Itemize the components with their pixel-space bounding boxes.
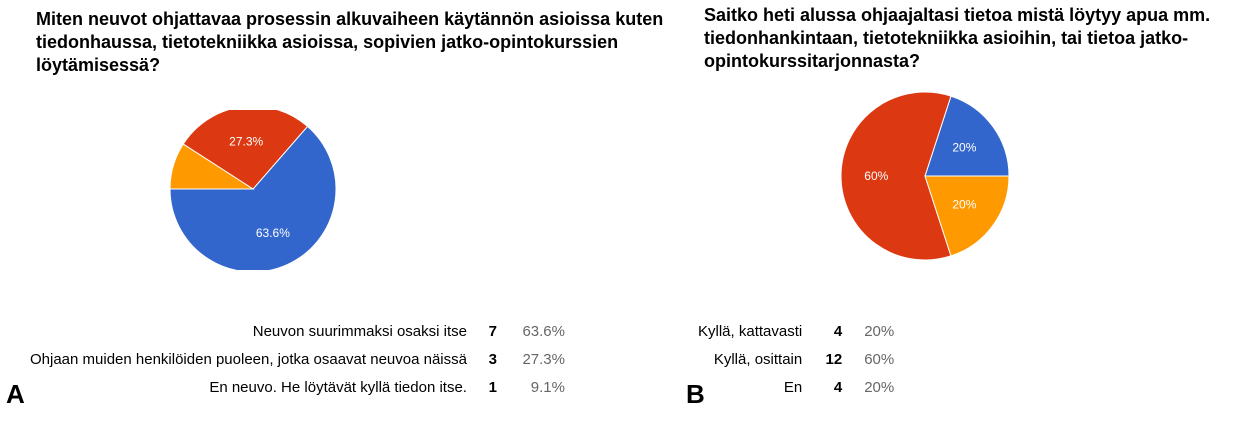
answer-count: 4 (833, 378, 843, 396)
answer-percent: 60% (864, 350, 895, 368)
answer-percent: 63.6% (522, 322, 565, 340)
slice-percent-label: 60% (864, 169, 889, 183)
slice-percent-label: 27.3% (229, 134, 264, 149)
answer-count: 1 (488, 378, 497, 396)
answer-label: Kyllä, kattavasti (698, 322, 803, 340)
answer-percent: 27.3% (522, 350, 565, 368)
answer-label: En neuvo. He löytävät kyllä tiedon itse. (209, 378, 467, 396)
answer-count: 7 (488, 322, 497, 340)
answer-label: Kyllä, osittain (713, 350, 803, 368)
slice-percent-label: 20% (952, 197, 977, 212)
chart-title: Saitko heti alussa ohjaajaltasi tietoa mistä löytyy apua mm. tiedonhankintaan, tietotekniikka asioihin, tai tietoa jatko-opintokurssitarjonnasta? (704, 5, 1211, 71)
pie-chart (835, 88, 1015, 268)
chart-panel-b (686, 0, 1236, 421)
table-row (30, 317, 565, 345)
table-row (698, 373, 894, 401)
summary-table (30, 317, 565, 401)
chart-title: Miten neuvot ohjattavaa prosessin alkuvaiheen käytännön asioissa kuten tiedonhaussa, tietotekniikka asioissa, sopivien jatko-opintokurssien löytämisessä? (36, 9, 664, 75)
table-row (30, 373, 565, 401)
answer-count: 3 (488, 350, 497, 368)
table-row (30, 345, 565, 373)
slice-percent-label: 20% (952, 140, 977, 155)
answer-percent: 20% (864, 378, 895, 396)
panel-letter: A (6, 379, 25, 409)
panel-letter: B (686, 379, 705, 409)
answer-count: 4 (833, 322, 843, 340)
answer-label: Ohjaan muiden henkilöiden puoleen, jotka osaavat neuvoa näissä (30, 350, 467, 368)
answer-count: 12 (825, 350, 843, 368)
slice-percent-label: 63.6% (255, 225, 290, 240)
answer-percent: 9.1% (530, 378, 565, 396)
answer-percent: 20% (864, 322, 895, 340)
summary-table (698, 317, 894, 401)
table-row (698, 317, 894, 345)
table-row (698, 345, 894, 373)
answer-label: Neuvon suurimmaksi osaksi itse (252, 322, 467, 340)
answer-label: En (783, 378, 803, 396)
pie-chart (163, 110, 343, 270)
